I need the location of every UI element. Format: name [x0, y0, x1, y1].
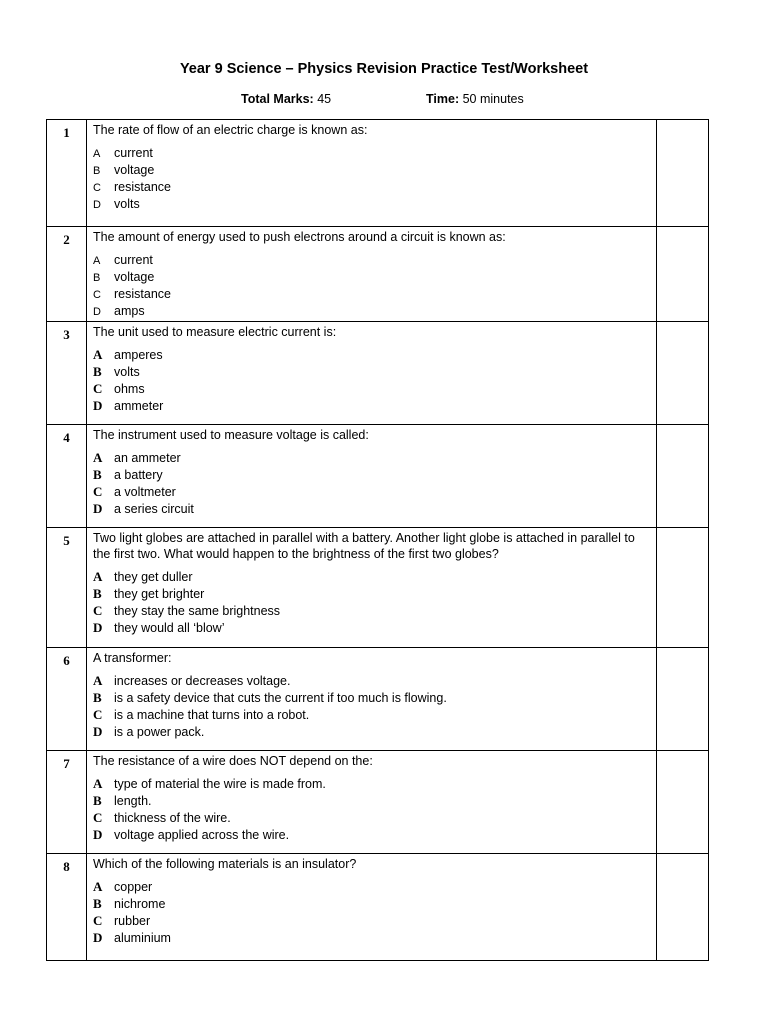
question-row [47, 528, 709, 648]
answer-option [93, 467, 652, 484]
option-letter: A [93, 450, 103, 465]
answer-option [93, 673, 652, 690]
answer-option [93, 252, 652, 269]
question-content [87, 120, 657, 227]
question-text: The instrument used to measure voltage is called: [93, 428, 369, 442]
answer-option [93, 145, 652, 162]
answer-option [93, 450, 652, 467]
option-text: thickness of the wire. [114, 811, 231, 825]
option-text: rubber [114, 914, 151, 928]
option-letter: D [93, 199, 101, 211]
option-text: is a safety device that cuts the current if too much is flowing. [114, 691, 447, 705]
answer-box [657, 528, 709, 648]
questions-table [46, 119, 709, 961]
answer-option [93, 913, 652, 930]
option-letter: D [93, 620, 103, 635]
question-text: The rate of flow of an electric charge is known as: [93, 123, 368, 137]
answer-option [93, 162, 652, 179]
option-text: they stay the same brightness [114, 604, 281, 618]
answer-option [93, 827, 652, 844]
answer-option [93, 286, 652, 303]
answer-option [93, 690, 652, 707]
option-letter: A [93, 148, 101, 160]
answer-box [657, 120, 709, 227]
option-text: voltage applied across the wire. [114, 828, 290, 842]
option-letter: B [93, 467, 102, 482]
answer-option [93, 603, 652, 620]
option-text: increases or decreases voltage. [114, 674, 291, 688]
option-letter: B [93, 690, 102, 705]
option-text: they would all ‘blow’ [114, 621, 225, 635]
option-letter: C [93, 603, 103, 618]
option-text: resistance [114, 180, 171, 194]
answer-option [93, 776, 652, 793]
answer-option [93, 347, 652, 364]
answer-option [93, 381, 652, 398]
option-letter: D [93, 724, 103, 739]
option-letter: A [93, 347, 103, 362]
option-letter: C [93, 484, 103, 499]
option-text: amperes [114, 348, 163, 362]
answer-option [93, 810, 652, 827]
answer-box [657, 854, 709, 961]
answer-option [93, 620, 652, 637]
question-content [87, 227, 657, 322]
question-number: 5 [47, 528, 87, 648]
option-text: a battery [114, 468, 163, 482]
option-text: copper [114, 880, 153, 894]
question-number: 3 [47, 322, 87, 425]
option-text: current [114, 253, 153, 267]
option-letter: C [93, 707, 103, 722]
option-letter: A [93, 776, 103, 791]
option-letter: D [93, 827, 103, 842]
option-text: aluminium [114, 931, 171, 945]
question-content [87, 425, 657, 528]
option-letter: D [93, 930, 103, 945]
option-text: nichrome [114, 897, 166, 911]
answer-box [657, 425, 709, 528]
option-letter: D [93, 398, 103, 413]
option-text: is a machine that turns into a robot. [114, 708, 310, 722]
question-content [87, 322, 657, 425]
option-letter: C [93, 289, 101, 301]
option-letter: A [93, 673, 103, 688]
question-text: The amount of energy used to push electrons around a circuit is known as: [93, 230, 506, 244]
answer-option [93, 398, 652, 415]
answer-option [93, 303, 652, 320]
option-letter: B [93, 364, 102, 379]
option-text: they get brighter [114, 587, 205, 601]
total-marks-label: Total Marks: [241, 92, 314, 106]
question-row [47, 227, 709, 322]
question-row [47, 120, 709, 227]
option-text: volts [114, 197, 140, 211]
question-row [47, 425, 709, 528]
answer-option [93, 793, 652, 810]
option-letter: B [93, 793, 102, 808]
option-text: voltage [114, 270, 155, 284]
answer-option [93, 930, 652, 947]
answer-box [657, 227, 709, 322]
question-content [87, 528, 657, 648]
option-text: length. [114, 794, 152, 808]
question-content [87, 751, 657, 854]
option-text: resistance [114, 287, 171, 301]
option-letter: C [93, 913, 103, 928]
option-text: is a power pack. [114, 725, 205, 739]
total-marks [241, 92, 331, 106]
answer-option [93, 484, 652, 501]
question-content [87, 648, 657, 751]
option-text: ohms [114, 382, 145, 396]
question-number: 8 [47, 854, 87, 961]
question-text: Two light globes are attached in parallel with a battery. Another light globe is attached in parallel to the first two. What would happen to the brightness of the first two globes? [93, 531, 635, 561]
question-number: 4 [47, 425, 87, 528]
question-row [47, 648, 709, 751]
answer-option [93, 586, 652, 603]
question-number: 1 [47, 120, 87, 227]
answer-option [93, 724, 652, 741]
question-text: Which of the following materials is an insulator? [93, 857, 357, 871]
answer-option [93, 879, 652, 896]
option-text: amps [114, 304, 145, 318]
option-letter: C [93, 182, 101, 194]
time-value: 50 minutes [462, 92, 524, 106]
answer-box [657, 751, 709, 854]
answer-option [93, 196, 652, 213]
option-letter: A [93, 569, 103, 584]
answer-box [657, 322, 709, 425]
option-text: a voltmeter [114, 485, 176, 499]
time-allowed [426, 92, 524, 106]
answer-option [93, 364, 652, 381]
answer-option [93, 269, 652, 286]
question-text: The unit used to measure electric current is: [93, 325, 337, 339]
question-text: The resistance of a wire does NOT depend on the: [93, 754, 373, 768]
option-text: type of material the wire is made from. [114, 777, 326, 791]
option-letter: B [93, 165, 101, 177]
worksheet-title: Year 9 Science – Physics Revision Practice Test/Worksheet [179, 61, 589, 77]
question-row [47, 322, 709, 425]
option-letter: B [93, 272, 101, 284]
total-marks-value: 45 [317, 92, 332, 106]
option-text: voltage [114, 163, 155, 177]
option-letter: C [93, 381, 103, 396]
answer-option [93, 569, 652, 586]
option-letter: B [93, 586, 102, 601]
option-letter: D [93, 501, 103, 516]
answer-box [657, 648, 709, 751]
option-text: current [114, 146, 153, 160]
question-text: A transformer: [93, 651, 172, 665]
option-letter: A [93, 255, 101, 267]
option-text: volts [114, 365, 140, 379]
option-text: they get duller [114, 570, 193, 584]
question-row [47, 854, 709, 961]
question-number: 6 [47, 648, 87, 751]
questions-body [47, 120, 709, 961]
option-letter: C [93, 810, 103, 825]
time-label: Time: [426, 92, 460, 106]
option-text: ammeter [114, 399, 164, 413]
answer-option [93, 896, 652, 913]
option-letter: B [93, 896, 102, 911]
option-letter: A [93, 879, 103, 894]
question-content [87, 854, 657, 961]
question-number: 7 [47, 751, 87, 854]
option-text: an ammeter [114, 451, 181, 465]
question-row [47, 751, 709, 854]
option-letter: D [93, 306, 101, 318]
answer-option [93, 501, 652, 518]
option-text: a series circuit [114, 502, 194, 516]
answer-option [93, 707, 652, 724]
answer-option [93, 179, 652, 196]
question-number: 2 [47, 227, 87, 322]
